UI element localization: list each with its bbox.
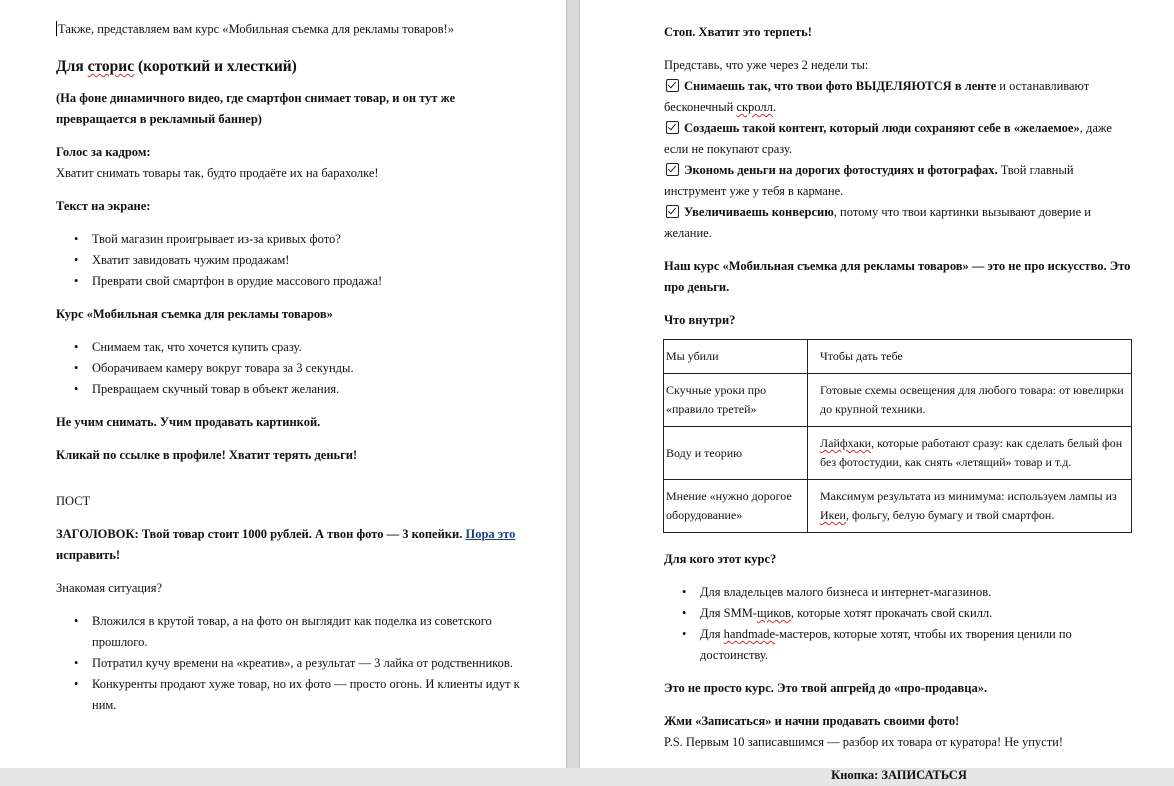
check-item: Увеличиваешь конверсию, потому что твои картинки вызывают доверие и желание. (664, 205, 1091, 240)
spell-error[interactable]: Лайфхаки (820, 436, 872, 450)
spell-error[interactable]: Икеи (820, 508, 846, 522)
table-header-cell: Мы убили (664, 340, 808, 374)
table-row (664, 374, 1132, 427)
course-table (663, 339, 1132, 533)
page-left-text (56, 0, 534, 716)
list-item: • Снимаем так, что хочется купить сразу. (56, 337, 534, 358)
table-row (664, 480, 1132, 533)
page-gutter (566, 0, 580, 768)
situation-list (56, 611, 534, 716)
checkbox-icon (666, 79, 679, 92)
document-page-left[interactable] (0, 0, 566, 768)
table-cell: Лайфхаки, которые работают сразу: как сделать белый фон без фотостудии, как снять «летящий» товар и т.д. (808, 427, 1132, 480)
course-label: Курс «Мобильная съемка для рекламы товаров» (56, 307, 333, 321)
list-item: • Для владельцев малого бизнеса и интернет-магазинов. (664, 582, 1134, 603)
check-item: Экономь деньги на дорогих фотостудиях и фотографах. Твой главный инструмент уже у тебя в кармане. (664, 163, 1074, 198)
spell-error[interactable]: handmade (723, 627, 776, 641)
list-item: • Преврати свой смартфон в орудие массового продажа! (56, 271, 534, 292)
stories-heading: Для сторис (короткий и хлесткий) (56, 58, 297, 75)
ps-line: P.S. Первым 10 записавшимся — разбор их товара от куратора! Не упусти! (664, 735, 1064, 749)
for-whom-label: Для кого этот курс? (664, 552, 777, 566)
audience-list (664, 582, 1134, 666)
document-page-right[interactable] (580, 0, 1174, 782)
checkbox-icon (666, 121, 679, 134)
list-item: • Твой магазин проигрывает из-за кривых фото? (56, 229, 534, 250)
intro-line[interactable]: Также, представляем вам курс «Мобильная съемка для рекламы товаров!» (58, 22, 454, 36)
post-headline: ЗАГОЛОВОК: Твой товар стоит 1000 рублей. А твон фото — 3 копейки. Пора это исправить! (56, 527, 516, 562)
checkbox-icon (666, 163, 679, 176)
list-item: • Оборачиваем камеру вокруг товара за 3 секунды. (56, 358, 534, 379)
table-cell: Воду и теорию (664, 427, 808, 480)
stop-line: Стоп. Хватит это терпеть! (664, 25, 812, 39)
spell-error[interactable]: щиков (756, 606, 791, 620)
post-label: ПОСТ (56, 494, 91, 508)
scene-description: (На фоне динамичного видео, где смартфон снимает товар, и он тут же превращается в рекламный баннер) (56, 91, 456, 126)
inside-label: Что внутри? (664, 313, 736, 327)
table-cell: Готовые схемы освещения для любого товара: от ювелирки до крупной техники. (808, 374, 1132, 427)
about-course: Наш курс «Мобильная съемка для рекламы товаров» — это не про искусство. Это про деньги. (664, 259, 1131, 294)
spell-error[interactable]: скролл (736, 100, 773, 114)
upgrade-line: Это не просто курс. Это твой апгрейд до «про-продавца». (664, 681, 988, 695)
check-item: Создаешь такой контент, который люди сохраняют себе в «желаемое», даже если не покупают сразу. (664, 121, 1112, 156)
click-link-line: Кликай по ссылке в профиле! Хватит терять деньги! (56, 448, 358, 462)
list-item: • Для handmade-мастеров, которые хотят, чтобы их творения ценили по достоинству. (664, 624, 1134, 666)
spell-error[interactable]: сторис (87, 58, 135, 75)
text-cursor (56, 21, 57, 36)
screen-text-label: Текст на экране: (56, 199, 151, 213)
list-item: • Потратил кучу времени на «креатив», а результат — 3 лайка от родственников. (56, 653, 534, 674)
list-item: • Превращаем скучный товар в объект желания. (56, 379, 534, 400)
screen-text-list (56, 229, 534, 292)
list-item: • Для SMM-щиков, которые хотят прокачать свой скилл. (664, 603, 1134, 624)
voice-label: Голос за кадром: (56, 145, 151, 159)
familiar-question: Знакомая ситуация? (56, 581, 163, 595)
table-cell: Скучные уроки про «правило третей» (664, 374, 808, 427)
list-item: • Конкуренты продают хуже товар, но их фото — просто огонь. И клиенты идут к ним. (56, 674, 534, 716)
signup-button-text: Кнопка: ЗАПИСАТЬСЯ (831, 768, 967, 782)
no-teach-line: Не учим снимать. Учим продавать картинкой. (56, 415, 321, 429)
table-header-cell: Чтобы дать тебе (808, 340, 1132, 374)
voice-text: Хватит снимать товары так, будто продаёте их на барахолке! (56, 166, 379, 180)
table-cell: Максимум результата из минимума: используем лампы из Икеи, фольгу, белую бумагу и твой смартфон. (808, 480, 1132, 533)
page-right-text (664, 0, 1134, 786)
imagine-line: Представь, что уже через 2 недели ты: (664, 58, 869, 72)
table-row (664, 427, 1132, 480)
list-item: • Вложился в крутой товар, а на фото он выглядит как поделка из советского прошлого. (56, 611, 534, 653)
checkbox-icon (666, 205, 679, 218)
check-item: Снимаешь так, что твои фото ВЫДЕЛЯЮТСЯ в ленте и останавливают бесконечный скролл. (664, 79, 1090, 114)
table-header-row (664, 340, 1132, 374)
list-item: • Хватит завидовать чужим продажам! (56, 250, 534, 271)
table-cell: Мнение «нужно дорогое оборудование» (664, 480, 808, 533)
cta-line: Жми «Записаться» и начни продавать своими фото! (664, 714, 960, 728)
course-list (56, 337, 534, 400)
headline-link[interactable]: Пора это (465, 527, 516, 541)
